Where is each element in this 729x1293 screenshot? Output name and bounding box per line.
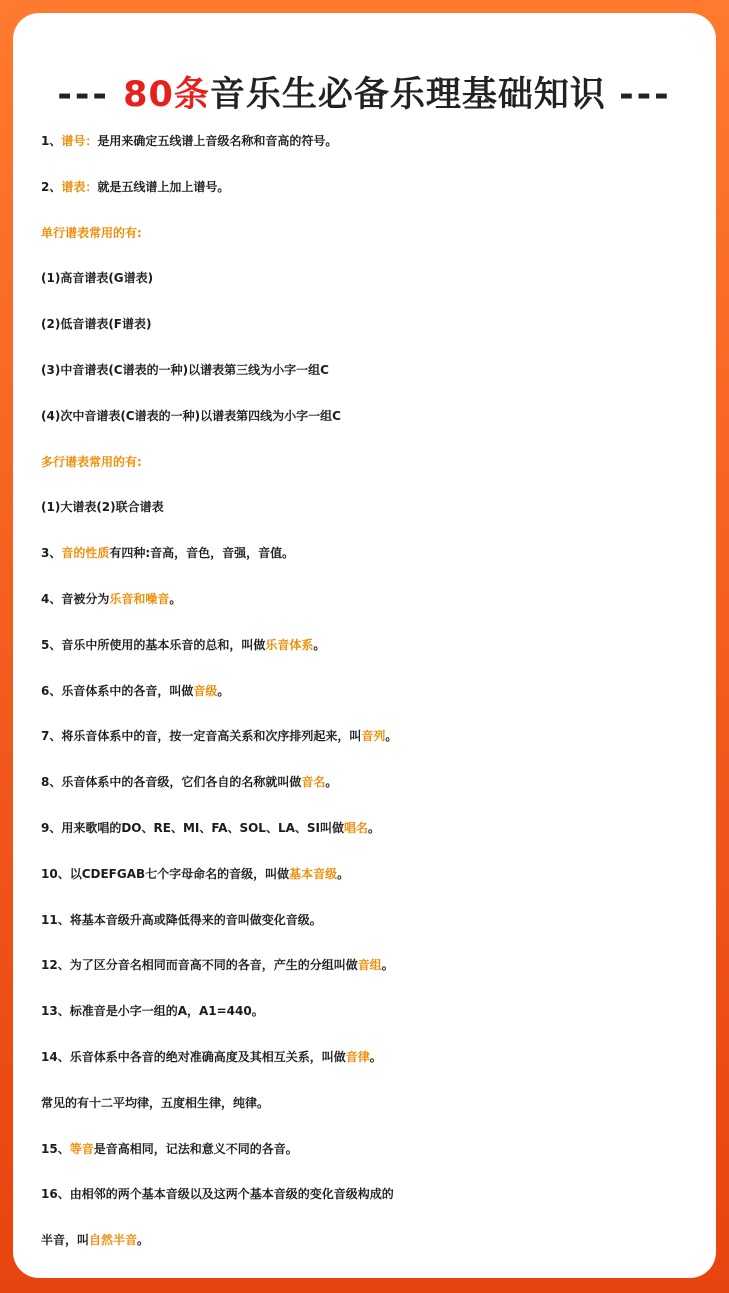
list-item-8: 8、乐音体系中的各音级，它们各自的名称就叫做音名。 [41, 775, 338, 790]
list-item-4: 4、音被分为乐音和噪音。 [41, 591, 182, 606]
title-dash-left: --- [57, 75, 110, 115]
list-item-3: 3、音的性质有四种:音高，音色，音强，音值。 [41, 546, 295, 561]
list-item-16-continued: 半音，叫自然半音。 [41, 1233, 150, 1248]
list-item-14: 14、乐音体系中各音的绝对准确高度及其相互关系，叫做音律。 [41, 1049, 382, 1064]
list-item-9: 9、用来歌唱的DO、RE、MI、FA、SOL、LA、SI叫做唱名。 [41, 820, 381, 835]
title-count: 80条 [123, 75, 210, 115]
subheading-single-staff: 单行谱表常用的有: [41, 225, 142, 240]
list-item-6: 6、乐音体系中的各音，叫做音级。 [41, 683, 230, 698]
list-item-grand-staff: (1)大谱表(2)联合谱表 [41, 500, 164, 515]
knowledge-list [41, 119, 713, 1264]
list-item-1: 1、谱号：是用来确定五线谱上音级名称和音高的符号。 [41, 134, 338, 148]
list-item-16: 16、由相邻的两个基本音级以及这两个基本音级的变化音级构成的 [41, 1187, 394, 1202]
title-subject: 乐理基础知识 [389, 75, 606, 115]
list-item-11: 11、将基本音级升高或降低得来的音叫做变化音级。 [41, 912, 322, 927]
list-item-bass-clef: (2)低音谱表(F谱表) [41, 317, 152, 332]
subheading-multi-staff: 多行谱表常用的有: [41, 454, 142, 469]
title-dash-right: --- [619, 75, 672, 115]
list-item-7: 7、将乐音体系中的音，按一定音高关系和次序排列起来，叫音列。 [41, 729, 398, 744]
list-item-tenor-clef: (4)次中音谱表(C谱表的一种)以谱表第四线为小字一组C [41, 408, 341, 423]
title-main: 音乐生必备 [209, 75, 390, 115]
page-title [13, 67, 716, 117]
list-item-12: 12、为了区分音名相同而音高不同的各音，产生的分组叫做音组。 [41, 958, 394, 973]
list-item-alto-clef: (3)中音谱表(C谱表的一种)以谱表第三线为小字一组C [41, 362, 329, 377]
list-item-10: 10、以CDEFGAB七个字母命名的音级，叫做基本音级。 [41, 866, 350, 881]
content-card [13, 13, 716, 1278]
list-item-13: 13、标准音是小字一组的A，A1=440。 [41, 1004, 264, 1019]
list-item-15: 15、等音是音高相同，记法和意义不同的各音。 [41, 1141, 298, 1156]
list-item-treble-clef: (1)高音谱表(G谱表) [41, 271, 154, 286]
list-item-14-continued: 常见的有十二平均律，五度相生律，纯律。 [41, 1095, 270, 1110]
list-item-5: 5、音乐中所使用的基本乐音的总和，叫做乐音体系。 [41, 637, 326, 652]
list-item-2: 2、谱表：就是五线谱上加上谱号。 [41, 179, 230, 194]
